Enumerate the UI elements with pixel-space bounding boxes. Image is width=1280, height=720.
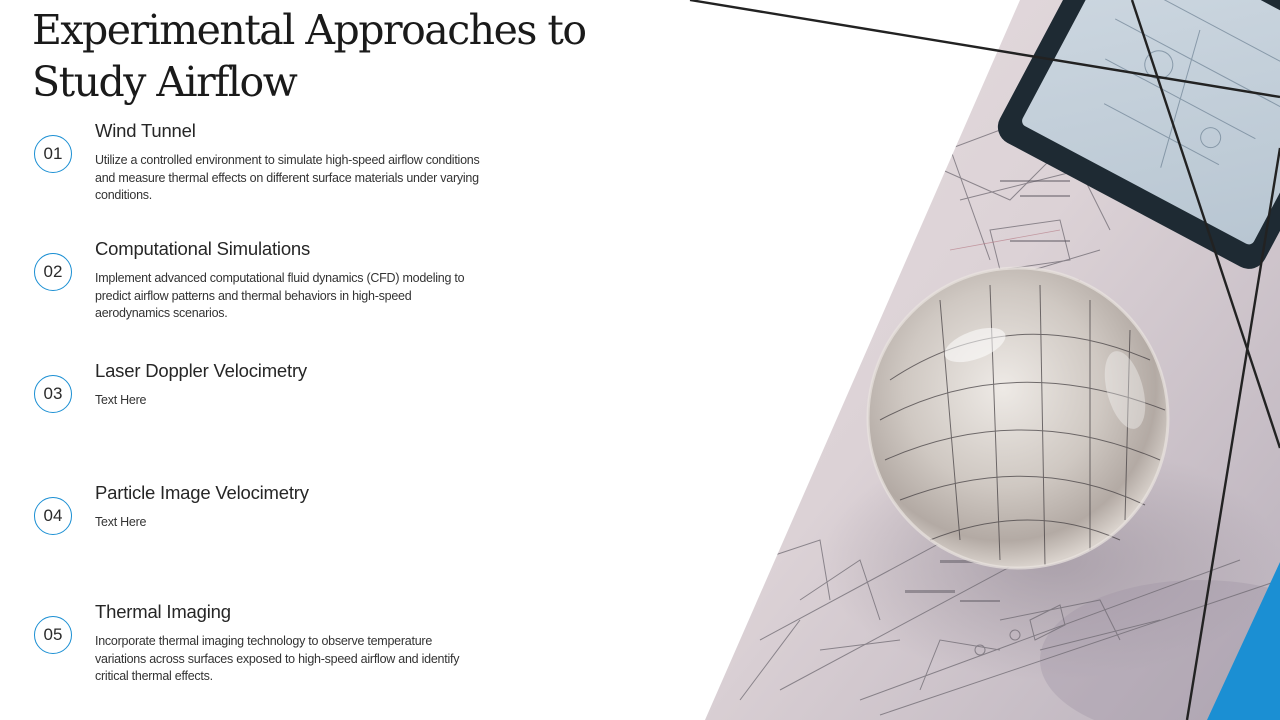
item-heading: Thermal Imaging [95, 601, 231, 622]
item-heading: Computational Simulations [95, 238, 311, 259]
item-description: Text Here [95, 393, 147, 407]
item-description: Implement advanced computational fluid dynamics (CFD) modeling to predict airflow patterns and thermal behaviors in high-speed aerodynamics scenarios. [95, 271, 465, 321]
item-description: Text Here [95, 515, 147, 529]
item-description: Incorporate thermal imaging technology to observe temperature variations across surfaces exposed to high-speed airflow and identify critical thermal effects. [95, 634, 460, 684]
number-badge: 02 [34, 253, 72, 291]
number-badge: 05 [34, 616, 72, 654]
item-heading: Particle Image Velocimetry [95, 482, 309, 503]
number-badge: 04 [34, 497, 72, 535]
slide-title: Experimental Approaches to Study Airflow [32, 6, 586, 106]
number-badge: 03 [34, 375, 72, 413]
number-badge: 01 [34, 135, 72, 173]
item-heading: Laser Doppler Velocimetry [95, 360, 307, 381]
item-heading: Wind Tunnel [95, 120, 196, 141]
item-description: Utilize a controlled environment to simulate high-speed airflow conditions and measure thermal effects on different surface materials under varying conditions. [95, 153, 480, 203]
